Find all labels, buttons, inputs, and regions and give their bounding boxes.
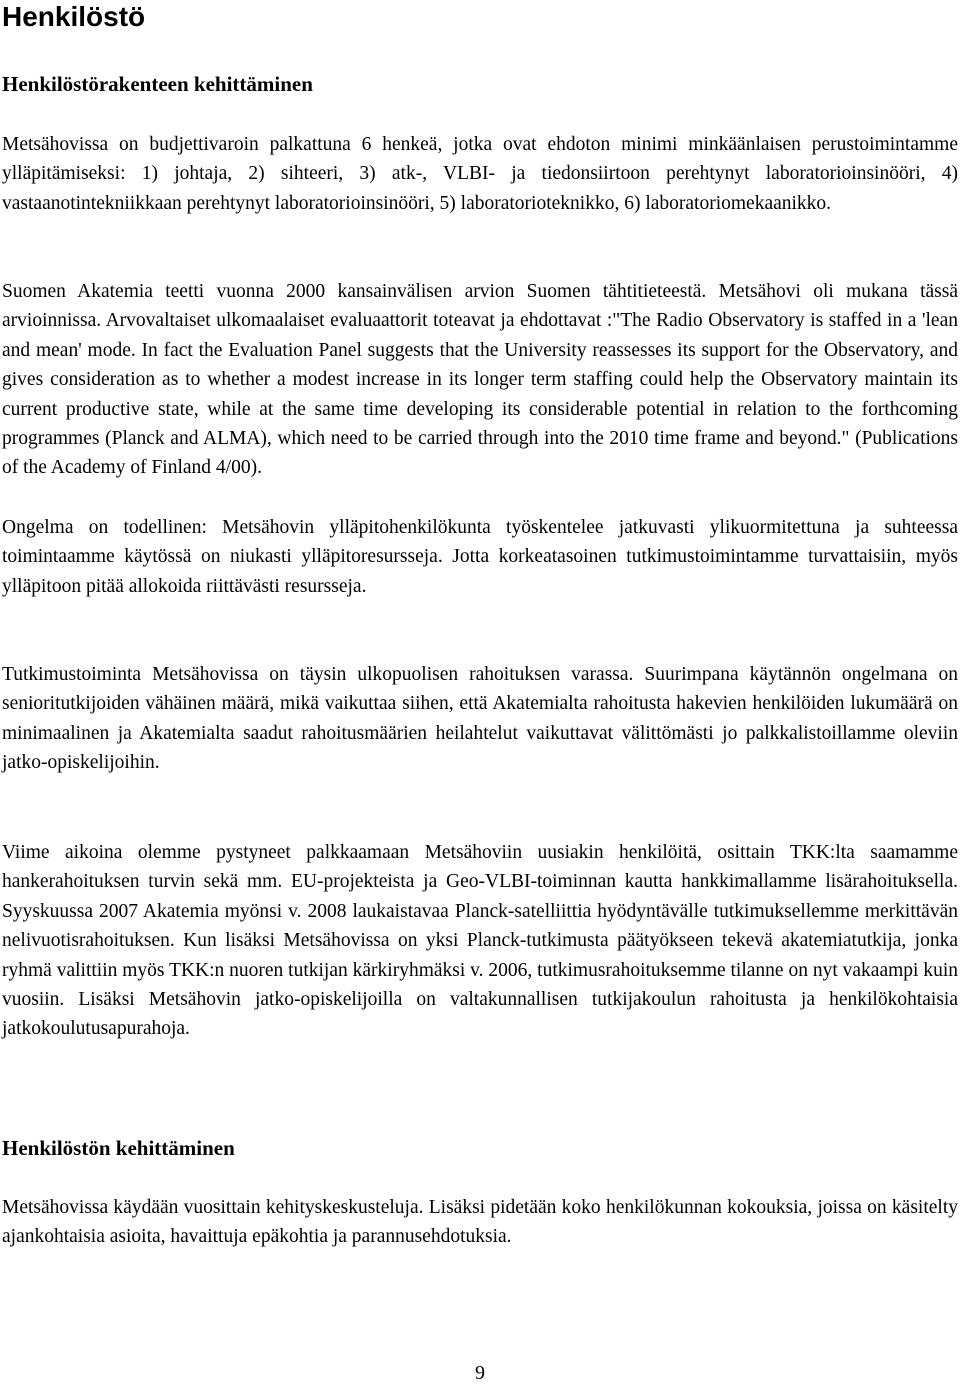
paragraph-maintenance-problem: Ongelma on todellinen: Metsähovin ylläpitohenkilökunta työskentelee jatkuvasti ylikuormitettuna ja suhteessa toimintaamme käytössä on niukasti ylläpitoresursseja. Jotta korkeatasoinen tutkimustoimintamme turvattaisiin, myös ylläpitoon pitää allokoida riittävästi resursseja. (2, 517, 958, 597)
section-heading-henkilostorakenne: Henkilöstörakenteen kehittäminen (2, 72, 313, 96)
paragraph-academy-evaluation: Suomen Akatemia teetti vuonna 2000 kansainvälisen arvion Suomen tähtitieteestä. Metsähovi oli mukana tässä arvioinnissa. Arvovaltaiset ulkomaalaiset evaluaattorit toteavat ja ehdottavat :"The Radio Observatory is staffed in a 'lean and mean' mode. In fact the Evaluation Panel suggests that the University reassesses its support for the Observatory, and gives consideration as to whether a modest increase in its longer term staffing could help the Observatory maintain its current productive state, while at the same time developing its considerable potential in relation to the forthcoming programmes (Planck and ALMA), which need to be carried through into the 2010 time frame and beyond." (Publications of the Academy of Finland 4/00). (2, 281, 958, 479)
page-number: 9 (475, 1362, 485, 1384)
paragraph-development-discussions: Metsähovissa käydään vuosittain kehityskeskusteluja. Lisäksi pidetään koko henkilökunnan kokouksia, joissa on käsitelty ajankohtaisia asioita, havaittuja epäkohtia ja parannusehdotuksia. (2, 1197, 958, 1248)
page-title: Henkilöstö (2, 1, 146, 32)
paragraph-budget-staff: Metsähovissa on budjettivaroin palkattuna 6 henkeä, jotka ovat ehdoton minimi minkäänlaisen perustoimintamme ylläpitämiseksi: 1) johtaja, 2) sihteeri, 3) atk-, VLBI- ja tiedonsiirtoon perehtynyt laboratorioinsinööri, 4) vastaanotintekniikkaan perehtynyt laboratorioinsinööri, 5) laboratorioteknikko, 6) laboratoriomekaanikko. (2, 134, 958, 214)
section-heading-henkiloston-kehittaminen: Henkilöstön kehittäminen (2, 1136, 235, 1160)
paragraph-recent-hiring: Viime aikoina olemme pystyneet palkkaamaan Metsähoviin uusiakin henkilöitä, osittain TKK:lta saamamme hankerahoituksen turvin sekä mm. EU-projekteista ja Geo-VLBI-toiminnan kautta hankkimallamme lisärahoituksella. Syyskuussa 2007 Akatemia myönsi v. 2008 laukaistavaa Planck-satelliittia hyödyntävälle tutkimuksellemme merkittävän nelivuotisrahoituksen. Kun lisäksi Metsähovissa on yksi Planck-tutkimusta päätyökseen tekevä akatemiatutkija, jonka ryhmä valittiin myös TKK:n nuoren tutkijan kärkiryhmäksi v. 2006, tutkimusrahoituksemme tilanne on nyt vakaampi kuin vuosiin. Lisäksi Metsähovin jatko-opiskelijoilla on valtakunnallisen tutkijakoulun rahoitusta ja henkilökohtaisia jatkokoulutusapurahoja. (2, 842, 958, 1040)
paragraph-research-funding: Tutkimustoiminta Metsähovissa on täysin ulkopuolisen rahoituksen varassa. Suurimpana käytännön ongelmana on senioritutkijoiden vähäinen määrä, mikä vaikuttaa siihen, että Akatemialta rahoitusta hakevien henkilöiden lukumäärä on minimaalinen ja Akatemialta saadut rahoitusmäärien heilahtelut vaikuttavat välittömästi jo palkkalistoillamme oleviin jatko-opiskelijoihin. (2, 664, 958, 774)
